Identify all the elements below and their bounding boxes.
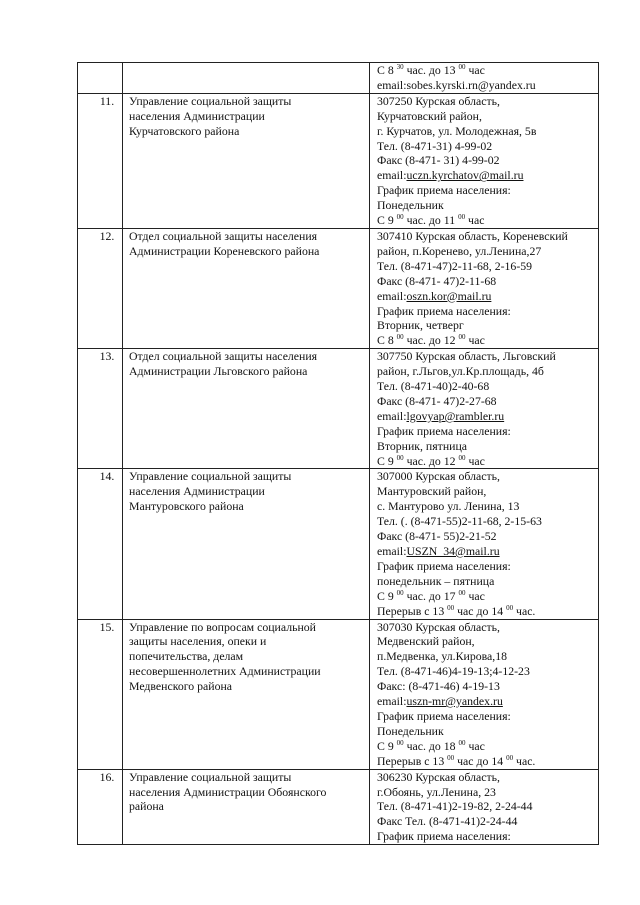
contact-text: 307250 Курская область, bbox=[377, 93, 500, 108]
contact-line bbox=[377, 153, 598, 168]
row-number bbox=[78, 63, 123, 94]
row-number: 13. bbox=[78, 349, 123, 469]
contact-text: Факс (8-471- 47)2-27-68 bbox=[377, 393, 497, 408]
table-row bbox=[78, 349, 599, 469]
contact-line bbox=[377, 709, 598, 724]
contact-text: Факс Тел. (8-471-41)2-24-44 bbox=[377, 814, 518, 829]
time-superscript: 00 bbox=[458, 453, 466, 462]
contact-info bbox=[370, 93, 599, 228]
organization-name-line: населения Администрации bbox=[129, 484, 265, 499]
contact-text: С 9 $^{00}$ час. до 18 $^{00}$ час bbox=[377, 738, 485, 753]
contact-line bbox=[377, 604, 598, 619]
contact-line bbox=[377, 364, 598, 379]
row-number: 16. bbox=[78, 769, 123, 845]
contact-text: 306230 Курская область, bbox=[377, 769, 500, 784]
time-superscript: 00 bbox=[506, 753, 514, 762]
organization-name bbox=[123, 228, 370, 348]
contact-line bbox=[377, 529, 598, 544]
organization-name-line: Отдел социальной защиты населения bbox=[129, 228, 318, 243]
time-superscript: 00 bbox=[447, 603, 455, 612]
organization-name-line: Управление социальной защиты bbox=[129, 469, 292, 484]
contact-line bbox=[377, 94, 598, 109]
contact-line bbox=[377, 634, 598, 649]
organization-name-line: защиты населения, опеки и bbox=[129, 634, 267, 649]
contact-text: График приема населения: bbox=[377, 558, 511, 573]
contact-line bbox=[377, 544, 598, 559]
contact-text: Вторник, четверг bbox=[377, 318, 464, 333]
contact-text: Курчатовский район, bbox=[377, 108, 482, 123]
organization-name bbox=[123, 93, 370, 228]
contact-line bbox=[377, 694, 598, 709]
contact-text: г.Обоянь, ул.Ленина, 23 bbox=[377, 784, 496, 799]
contact-line bbox=[377, 649, 598, 664]
table-row bbox=[78, 228, 599, 348]
contact-line bbox=[377, 514, 598, 529]
contact-text: Тел. (. (8-471-55)2-11-68, 2-15-63 bbox=[377, 514, 542, 529]
contact-text: С 9 $^{00}$ час. до 12 $^{00}$ час bbox=[377, 453, 485, 468]
contact-info bbox=[370, 619, 599, 769]
email-link[interactable]: USZN_34@mail.ru bbox=[406, 544, 500, 558]
contact-line bbox=[377, 484, 598, 499]
contact-line bbox=[377, 664, 598, 679]
organization-name-line: Управление социальной защиты bbox=[129, 93, 292, 108]
contact-line bbox=[377, 679, 598, 694]
organization-name-line: населения Администрации bbox=[129, 108, 265, 123]
organization-name-line: Администрации Льговского района bbox=[129, 364, 308, 379]
contact-line bbox=[377, 379, 598, 394]
contact-text: Тел. (8-471-40)2-40-68 bbox=[377, 379, 490, 394]
contact-text: Тел. (8-471-47)2-11-68, 2-16-59 bbox=[377, 258, 533, 273]
time-superscript: 00 bbox=[396, 333, 404, 342]
contact-text: Факс (8-471- 31) 4-99-02 bbox=[377, 153, 500, 168]
contact-line bbox=[377, 198, 598, 213]
contact-text: email: bbox=[377, 694, 407, 709]
organization-name bbox=[123, 63, 370, 94]
contact-line bbox=[377, 333, 598, 348]
time-superscript: 00 bbox=[447, 753, 455, 762]
row-number: 12. bbox=[78, 228, 123, 348]
organization-name-line: Администрации Кореневского района bbox=[129, 243, 320, 258]
table-body bbox=[78, 63, 599, 845]
contact-text: Понедельник bbox=[377, 723, 444, 738]
contact-line bbox=[377, 304, 598, 319]
contact-line bbox=[377, 109, 598, 124]
contact-text: email: bbox=[377, 544, 407, 558]
time-superscript: 30 bbox=[396, 63, 404, 71]
contact-text: п.Медвенка, ул.Кирова,18 bbox=[377, 649, 508, 664]
row-number: 15. bbox=[78, 619, 123, 769]
organization-name-line: Мантуровского района bbox=[129, 499, 244, 514]
organization-name bbox=[123, 469, 370, 619]
organization-name bbox=[123, 769, 370, 845]
contact-line bbox=[377, 620, 598, 635]
contact-info bbox=[370, 63, 599, 94]
table-row bbox=[78, 619, 599, 769]
contact-text: С 9 $^{00}$ час. до 17 $^{00}$ час bbox=[377, 588, 485, 603]
contact-text: График приема населения: bbox=[377, 303, 511, 318]
contact-text: г. Курчатов, ул. Молодежная, 5в bbox=[377, 123, 537, 138]
organization-name-line: Управление социальной защиты bbox=[129, 769, 292, 784]
contact-text: 307750 Курская область, Льговский bbox=[377, 349, 556, 364]
contact-text: Перерыв с 13 $^{00}$ час до 14 $^{00}$ час. bbox=[377, 753, 536, 768]
contact-text: График приема населения: bbox=[377, 183, 511, 198]
organization-name-line: Медвенского района bbox=[129, 679, 233, 694]
organization-name-line: попечительства, делам bbox=[129, 649, 244, 664]
table-row bbox=[78, 769, 599, 845]
contact-text: email: bbox=[377, 288, 407, 303]
table-row bbox=[78, 93, 599, 228]
contact-text: с. Мантурово ул. Ленина, 13 bbox=[377, 499, 520, 514]
contact-line bbox=[377, 63, 598, 78]
contact-info bbox=[370, 228, 599, 348]
time-superscript: 00 bbox=[458, 588, 466, 597]
time-superscript: 00 bbox=[396, 738, 404, 747]
table-row bbox=[78, 469, 599, 619]
contact-line bbox=[377, 183, 598, 198]
time-superscript: 00 bbox=[458, 213, 466, 222]
time-superscript: 00 bbox=[458, 333, 466, 342]
contact-line bbox=[377, 124, 598, 139]
contact-text: 307000 Курская область, bbox=[377, 469, 500, 484]
contact-line bbox=[377, 785, 598, 800]
contact-text: район, г.Льгов,ул.Кр.площадь, 4б bbox=[377, 364, 544, 379]
contact-line bbox=[377, 814, 598, 829]
contact-line bbox=[377, 799, 598, 814]
contact-line bbox=[377, 168, 598, 183]
contact-text: email: bbox=[377, 168, 407, 183]
contact-text: 307030 Курская область, bbox=[377, 619, 500, 634]
row-number: 11. bbox=[78, 93, 123, 228]
time-superscript: 00 bbox=[396, 453, 404, 462]
organization-name-line: Отдел социальной защиты населения bbox=[129, 349, 318, 364]
contact-text: 307410 Курская область, Кореневский bbox=[377, 228, 568, 243]
organization-name-line: района bbox=[129, 799, 164, 814]
contact-text: С 8 $^{30}$ час. до 13 $^{00}$ час bbox=[377, 63, 485, 77]
organization-name bbox=[123, 349, 370, 469]
contact-text: Тел. (8-471-46)4-19-13;4-12-23 bbox=[377, 664, 530, 679]
contact-text: Тел. (8-471-31) 4-99-02 bbox=[377, 138, 493, 153]
email-link[interactable]: uszn-mr@yandex.ru bbox=[406, 694, 503, 709]
email-link[interactable]: uczn.kyrchatov@mail.ru bbox=[406, 168, 524, 183]
contact-text: email:sobes.kyrski.rn@yandex.ru bbox=[377, 77, 536, 92]
contact-line bbox=[377, 739, 598, 754]
organization-name bbox=[123, 619, 370, 769]
time-superscript: 00 bbox=[458, 63, 466, 71]
row-number: 14. bbox=[78, 469, 123, 619]
contact-text: Тел. (8-471-41)2-19-82, 2-24-44 bbox=[377, 799, 533, 814]
contact-info bbox=[370, 469, 599, 619]
contact-text: район, п.Коренево, ул.Ленина,27 bbox=[377, 243, 542, 258]
contact-line bbox=[377, 289, 598, 304]
contact-text: Вторник, пятница bbox=[377, 438, 467, 453]
contact-line bbox=[377, 499, 598, 514]
contact-line bbox=[377, 770, 598, 785]
contact-line bbox=[377, 559, 598, 574]
contact-line bbox=[377, 229, 598, 244]
contact-line bbox=[377, 754, 598, 769]
contact-text: График приема населения: bbox=[377, 423, 511, 438]
contact-line bbox=[377, 394, 598, 409]
contact-line bbox=[377, 349, 598, 364]
contact-info bbox=[370, 769, 599, 845]
contact-text: График приема населения: bbox=[377, 829, 511, 844]
contact-line bbox=[377, 424, 598, 439]
time-superscript: 00 bbox=[458, 738, 466, 747]
organization-name-line: Курчатовского района bbox=[129, 123, 240, 138]
contact-text: Факс: (8-471-46) 4-19-13 bbox=[377, 679, 500, 694]
contact-text: Факс (8-471- 55)2-21-52 bbox=[377, 529, 497, 544]
contact-text: Медвенский район, bbox=[377, 634, 475, 649]
contact-line bbox=[377, 213, 598, 228]
contact-text: понедельник – пятница bbox=[377, 573, 495, 588]
contact-text: С 9 $^{00}$ час. до 11 $^{00}$ час bbox=[377, 213, 485, 228]
contact-text: Факс (8-471- 47)2-11-68 bbox=[377, 273, 497, 288]
contact-line bbox=[377, 274, 598, 289]
contact-line bbox=[377, 724, 598, 739]
email-link[interactable]: lgovyap@rambler.ru bbox=[406, 408, 505, 423]
contact-text: Перерыв с 13 $^{00}$ час до 14 $^{00}$ час. bbox=[377, 603, 536, 618]
organization-name-line: населения Администрации Обоянского bbox=[129, 784, 327, 799]
contact-line bbox=[377, 78, 598, 93]
contact-line bbox=[377, 829, 598, 844]
contact-line bbox=[377, 244, 598, 259]
social-protection-directory-table bbox=[77, 62, 599, 845]
email-link[interactable]: oszn.kor@mail.ru bbox=[406, 288, 492, 303]
contact-line bbox=[377, 318, 598, 333]
organization-name-line: Управление по вопросам социальной bbox=[129, 619, 316, 634]
contact-info bbox=[370, 349, 599, 469]
contact-line bbox=[377, 454, 598, 469]
contact-text: Понедельник bbox=[377, 198, 444, 213]
contact-text: График приема населения: bbox=[377, 708, 511, 723]
contact-line bbox=[377, 259, 598, 274]
contact-line bbox=[377, 589, 598, 604]
contact-text: email: bbox=[377, 408, 407, 423]
contact-line bbox=[377, 469, 598, 484]
table-row bbox=[78, 63, 599, 94]
contact-line bbox=[377, 409, 598, 424]
contact-text: Мантуровский район, bbox=[377, 484, 487, 499]
time-superscript: 00 bbox=[396, 588, 404, 597]
contact-line bbox=[377, 139, 598, 154]
contact-text: С 8 $^{00}$ час. до 12 $^{00}$ час bbox=[377, 333, 485, 348]
organization-name-line: несовершеннолетних Администрации bbox=[129, 664, 321, 679]
time-superscript: 00 bbox=[506, 603, 514, 612]
time-superscript: 00 bbox=[396, 213, 404, 222]
contact-line bbox=[377, 574, 598, 589]
contact-line bbox=[377, 439, 598, 454]
